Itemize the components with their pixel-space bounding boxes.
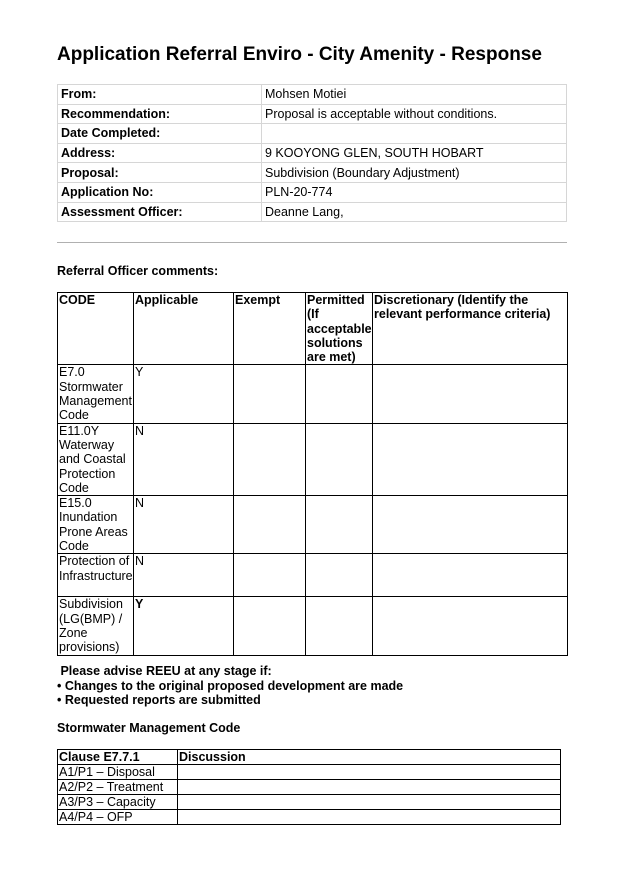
table-row [58,423,568,495]
exempt-cell [234,423,306,495]
code-table-header-row [58,293,568,365]
code-cell: E11.0Y Waterway and Coastal Protection Code [58,423,134,495]
discussion-cell [178,810,561,825]
code-cell: E15.0 Inundation Prone Areas Code [58,496,134,554]
info-label: From: [58,85,262,105]
advise-notice [57,664,403,708]
code-cell: Protection of Infrastructure [58,554,134,597]
info-label: Proposal: [58,163,262,183]
permitted-cell [306,365,373,423]
advise-item: • Requested reports are submitted [57,693,261,707]
clause-cell: A3/P3 – Capacity [58,795,178,810]
page-title: Application Referral Enviro - City Amenity - Response [57,44,542,65]
exempt-cell [234,365,306,423]
info-value [262,124,567,144]
table-row [58,554,568,597]
discretionary-cell [373,365,568,423]
exempt-cell [234,597,306,655]
advise-item: • Changes to the original proposed development are made [57,678,404,693]
header-discretionary: Discretionary (Identify the relevant performance criteria) [373,293,568,365]
applicable-cell: N [134,554,234,597]
info-row-application-no [58,182,567,202]
discretionary-cell [373,554,568,597]
info-value: Deanne Lang, [262,202,567,222]
info-row-assessment-officer [58,202,567,222]
code-assessment-table [57,292,568,656]
info-label: Application No: [58,182,262,202]
permitted-cell [306,423,373,495]
table-row [58,810,561,825]
info-value: Proposal is acceptable without conditions. [262,104,567,124]
clause-cell: A1/P1 – Disposal [58,765,178,780]
table-row [58,780,561,795]
header-applicable: Applicable [134,293,234,365]
table-row [58,496,568,554]
discretionary-cell [373,423,568,495]
info-value: Mohsen Motiei [262,85,567,105]
info-value: PLN-20-774 [262,182,567,202]
applicable-cell: Y [134,365,234,423]
discussion-cell [178,795,561,810]
header-exempt: Exempt [234,293,306,365]
header-discussion: Discussion [178,750,561,765]
info-value: Subdivision (Boundary Adjustment) [262,163,567,183]
code-cell: Subdivision (LG(BMP) / Zone provisions) [58,597,134,655]
applicable-cell: N [134,423,234,495]
header-clause: Clause E7.7.1 [58,750,178,765]
clause-table-header-row [58,750,561,765]
discussion-cell [178,780,561,795]
permitted-cell [306,554,373,597]
header-code: CODE [58,293,134,365]
permitted-cell [306,496,373,554]
permitted-cell [306,597,373,655]
info-label: Recommendation: [58,104,262,124]
exempt-cell [234,554,306,597]
info-row-address [58,143,567,163]
table-row [58,365,568,423]
info-row-date-completed [58,124,567,144]
info-row-recommendation [58,104,567,124]
discretionary-cell [373,597,568,655]
table-row [58,765,561,780]
exempt-cell [234,496,306,554]
info-label: Assessment Officer: [58,202,262,222]
header-permitted: Permitted (If acceptable solutions are met) [307,293,372,365]
info-row-proposal [58,163,567,183]
clause-cell: A4/P4 – OFP [58,810,178,825]
info-row-from [58,85,567,105]
code-cell: E7.0 Stormwater Management Code [59,365,132,423]
clause-cell: A2/P2 – Treatment [58,780,178,795]
referral-comments-heading: Referral Officer comments: [57,264,219,278]
table-row [58,795,561,810]
applicable-cell: N [134,496,234,554]
stormwater-heading: Stormwater Management Code [57,721,241,735]
horizontal-divider [57,242,567,243]
info-value: 9 KOOYONG GLEN, SOUTH HOBART [262,143,567,163]
info-label: Address: [58,143,262,163]
application-info-table [57,84,567,222]
clause-table [57,749,561,825]
discussion-cell [178,765,561,780]
applicable-cell: Y [134,597,234,655]
table-row [58,597,568,655]
discretionary-cell [373,496,568,554]
advise-heading: Please advise REEU at any stage if: [57,664,272,678]
info-label: Date Completed: [58,124,262,144]
